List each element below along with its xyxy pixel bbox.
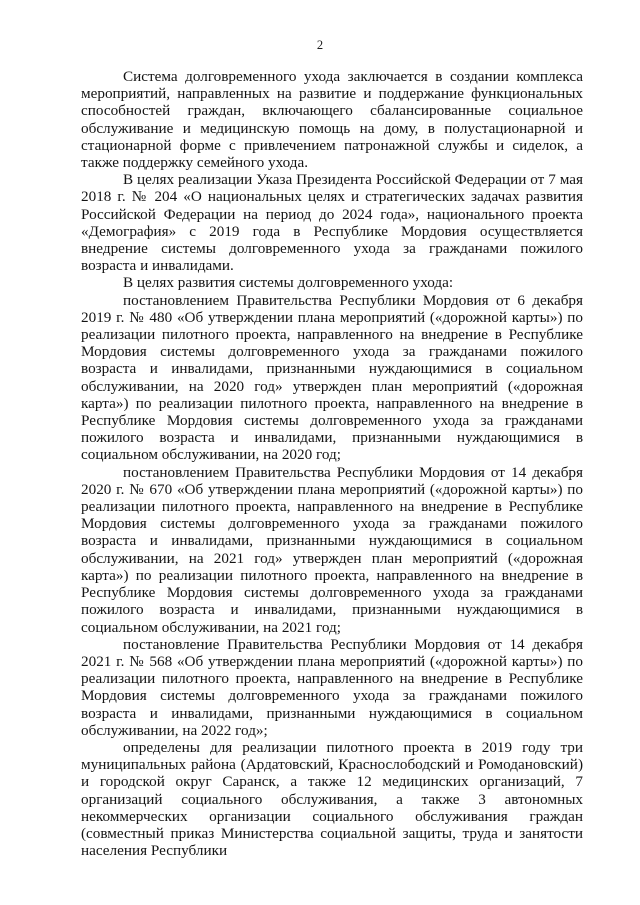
paragraph-resolution-2021: постановление Правительства Республики Мордовия от 14 декабря 2021 г. № 568 «Об утверждении плана мероприятий («дорожной карты») по реализации пилотного проекта, направленного на внедрение в Республике Мордовия системы долговременного ухода за гражданами пожилого возраста и инвалидами, признанными нуждающимися в социальном обслуживании, на 2022 год»; [81,635,583,739]
page-number: 2 [316,38,324,52]
paragraph-development-intro: В целях развития системы долговременного ухода: [123,274,454,292]
document-body [81,68,583,859]
paragraph-presidential-decree: В целях реализации Указа Президента Российской Федерации от 7 мая 2018 г. № 204 «О национальных целях и стратегических задачах развития Российской Федерации на период до 2024 года», национального проекта «Демография» с 2019 года в Республике Мордовия осуществляется внедрение системы долговременного ухода за гражданами пожилого возраста и инвалидами. [81,171,583,275]
paragraph-resolution-2020: постановлением Правительства Республики Мордовия от 14 декабря 2020 г. № 670 «Об утверждении плана мероприятий («дорожной карты») по реализации пилотного проекта, направленного на внедрение в Республике Мордовия системы долговременного ухода за гражданами пожилого возраста и инвалидами, признанными нуждающимися в социальном обслуживании, на 2021 год» утвержден план мероприятий («дорожная карта») по реализации пилотного проекта, направленного на внедрение в Республике Мордовия системы долговременного ухода за гражданами пожилого возраста и инвалидами, признанными нуждающимися в социальном обслуживании, на 2021 год; [81,463,583,636]
paragraph-pilot-districts: определены для реализации пилотного проекта в 2019 году три муниципальных района (Ардатовский, Краснослободский и Ромодановский) и городской округ Саранск, а также 12 медицинских организаций, 7 организаций социального обслуживания, а также 3 автономных некоммерческих организации социального обслуживания граждан (совместный приказ Министерства социальной защиты, труда и занятости населения Республики [81,738,583,860]
paragraph-resolution-2019: постановлением Правительства Республики Мордовия от 6 декабря 2019 г. № 480 «Об утверждении плана мероприятий («дорожной карты») по реализации пилотного проекта, направленного на внедрение в Республике Мордовия системы долговременного ухода за гражданами пожилого возраста и инвалидами, признанными нуждающимися в социальном обслуживании, на 2020 год» утвержден план мероприятий («дорожная карта») по реализации пилотного проекта, направленного на внедрение в Республике Мордовия системы долговременного ухода за гражданами пожилого возраста и инвалидами, признанными нуждающимися в социальном обслуживании, на 2020 год; [81,291,583,464]
paragraph-ltc-definition: Система долговременного ухода заключается в создании комплекса мероприятий, направленных на развитие и поддержание функциональных способностей граждан, включающего сбалансированные социальное обслуживание и медицинскую помощь на дому, в полустационарной и стационарной форме с привлечением патронажной службы и сиделок, а также поддержку семейного ухода. [81,68,583,172]
